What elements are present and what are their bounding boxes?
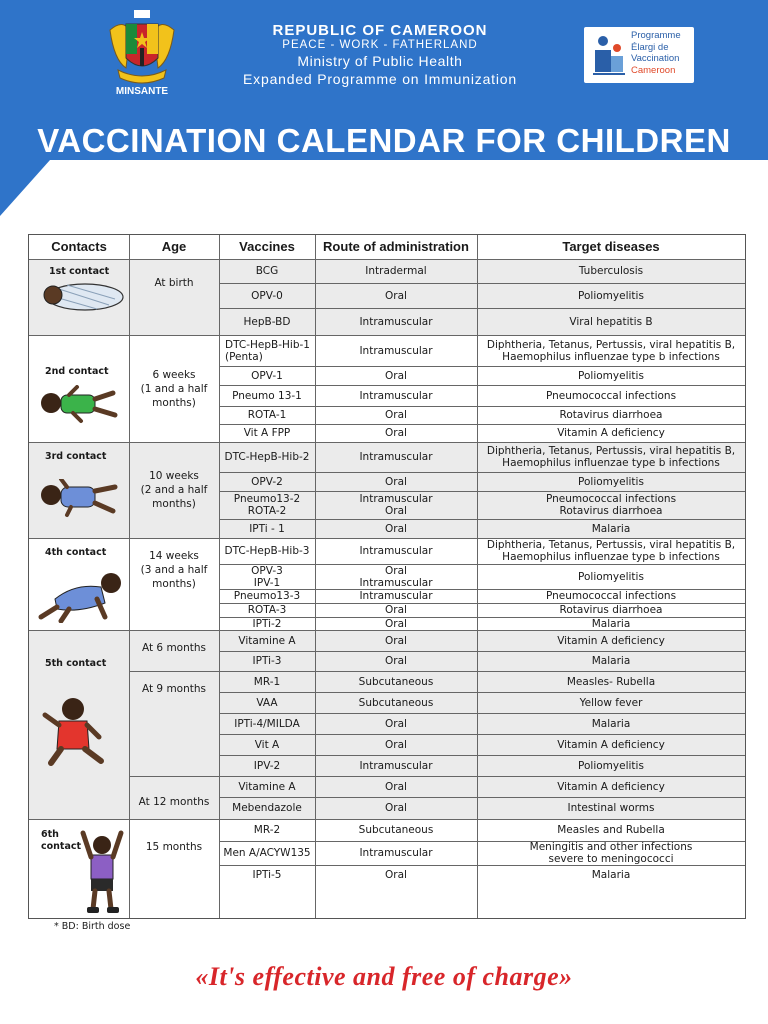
route-cell: Oral bbox=[385, 427, 407, 439]
route-cell: Oral bbox=[385, 617, 407, 630]
vaccine-cell: ROTA-3 bbox=[247, 604, 287, 616]
route-line-2: Intramuscular bbox=[359, 576, 433, 589]
vaccine-cell: Pneumo 13-1 bbox=[232, 389, 302, 402]
col-header-route: Route of administration bbox=[323, 239, 469, 254]
vaccine-line-2: ROTA-2 bbox=[247, 505, 287, 517]
route-cell: Oral bbox=[385, 369, 407, 382]
col-header-age: Age bbox=[161, 239, 187, 254]
disease-cell: Pneumococcal infections bbox=[545, 389, 677, 402]
mother-child-icon bbox=[589, 32, 629, 78]
disease-line-2: Haemophilus influenzae type b infections bbox=[502, 551, 720, 563]
age-15-months: 15 months bbox=[145, 841, 203, 853]
footnote: * BD: Birth dose bbox=[54, 921, 131, 932]
col-header-contacts: Contacts bbox=[51, 239, 107, 254]
vaccine-cell: MR-2 bbox=[253, 824, 281, 836]
disease-cell: Poliomyelitis bbox=[578, 289, 644, 302]
age-6-months: At 6 months bbox=[141, 642, 207, 654]
route-cell bbox=[315, 564, 477, 589]
vaccine-cell: IPTi-3 bbox=[252, 655, 282, 667]
vaccine-line-1: DTC-HepB-Hib-1 bbox=[225, 338, 310, 351]
disease-cell: Malaria bbox=[591, 655, 631, 667]
slogan: «It's effective and free of charge» bbox=[195, 962, 573, 991]
vaccine-cell: Mebendazole bbox=[232, 802, 302, 814]
route-cell: Intramuscular bbox=[359, 590, 433, 602]
route-cell: Oral bbox=[385, 717, 407, 730]
vaccine-cell: IPTi-5 bbox=[252, 869, 282, 881]
col-header-target-diseases: Target diseases bbox=[562, 239, 660, 254]
vaccine-cell: OPV-0 bbox=[251, 289, 283, 302]
age-9-months: At 9 months bbox=[141, 683, 207, 695]
disease-cell: Viral hepatitis B bbox=[569, 315, 653, 328]
disease-line-1: Diphtheria, Tetanus, Pertussis, viral hepatitis B, bbox=[486, 338, 736, 351]
route-cell: Intramuscular bbox=[359, 315, 433, 328]
baby-green-outfit-icon bbox=[37, 385, 123, 425]
route-cell: Oral bbox=[385, 780, 407, 793]
disease-cell: Intestinal worms bbox=[567, 802, 655, 814]
vaccine-line-2: (Penta) bbox=[225, 350, 263, 363]
toddler-standing-icon bbox=[79, 827, 125, 915]
route-cell: Intramuscular bbox=[359, 847, 433, 859]
vaccine-cell: ROTA-1 bbox=[247, 409, 287, 421]
disease-line-2: severe to meningococci bbox=[548, 853, 674, 865]
age-6-weeks-line-2: (1 and a half bbox=[140, 382, 208, 395]
route-cell: Oral bbox=[385, 522, 407, 535]
route-cell: Subcutaneous bbox=[358, 675, 434, 688]
vaccine-cell: OPV-1 bbox=[251, 369, 283, 382]
disease-cell bbox=[477, 841, 745, 865]
vaccine-cell: OPV-2 bbox=[251, 475, 283, 488]
route-cell: Intramuscular bbox=[359, 451, 433, 463]
age-6-weeks bbox=[129, 335, 219, 442]
route-cell bbox=[315, 491, 477, 519]
disease-cell: Vitamin A deficiency bbox=[557, 634, 665, 647]
vaccine-cell: IPTi-2 bbox=[252, 617, 282, 630]
disease-cell: Rotavirus diarrhoea bbox=[559, 409, 663, 421]
age-12-months: At 12 months bbox=[138, 795, 210, 808]
route-cell: Oral bbox=[385, 409, 407, 421]
route-cell: Oral bbox=[385, 655, 407, 667]
route-cell: Intramuscular bbox=[359, 759, 433, 772]
vaccine-line-2: IPV-1 bbox=[253, 576, 281, 589]
disease-cell: Poliomyelitis bbox=[578, 570, 644, 583]
baby-blue-outfit-icon bbox=[37, 479, 123, 519]
age-14-weeks bbox=[129, 538, 219, 602]
age-6-weeks-line-1: 6 weeks bbox=[152, 368, 196, 381]
vaccine-cell: Vitamine A bbox=[238, 780, 296, 793]
minsante-label: MINSANTE bbox=[115, 86, 169, 97]
disease-cell: Pneumococcal infections bbox=[545, 590, 677, 602]
route-cell: Oral bbox=[385, 475, 407, 488]
route-line-2: Oral bbox=[385, 505, 407, 517]
age-10-weeks-line-3: months) bbox=[152, 498, 196, 510]
ministry-name: Ministry of Public Health bbox=[297, 53, 463, 69]
pev-line-2: Élargi de bbox=[631, 41, 669, 53]
route-cell: Oral bbox=[385, 289, 407, 302]
disease-cell bbox=[477, 538, 745, 564]
disease-cell: Rotavirus diarrhoea bbox=[559, 604, 663, 616]
programme-name: Expanded Programme on Immunization bbox=[243, 71, 517, 87]
route-cell: Intramuscular bbox=[359, 389, 433, 402]
route-cell: Oral bbox=[385, 634, 407, 647]
age-14-weeks-line-2: (3 and a half bbox=[140, 564, 208, 576]
contact-5-title: 5th contact bbox=[45, 658, 107, 669]
vaccine-cell: Pneumo13-3 bbox=[233, 590, 301, 602]
baby-sitting-red-outfit-icon bbox=[39, 693, 109, 769]
vaccine-cell bbox=[219, 564, 315, 589]
disease-line-1: Pneumococcal infections bbox=[545, 493, 677, 505]
pev-line-1: Programme bbox=[631, 30, 681, 41]
vaccine-cell bbox=[219, 491, 315, 519]
disease-cell: Malaria bbox=[591, 617, 631, 630]
disease-line-1: Diphtheria, Tetanus, Pertussis, viral hepatitis B, bbox=[486, 539, 736, 551]
pev-logo-text bbox=[631, 30, 693, 76]
pev-cameroon-logo bbox=[584, 27, 694, 83]
vaccine-cell: VAA bbox=[256, 696, 278, 709]
vaccine-cell bbox=[219, 335, 315, 366]
route-cell: Subcutaneous bbox=[358, 824, 434, 836]
disease-line-1: Diphtheria, Tetanus, Pertussis, viral hepatitis B, bbox=[486, 445, 736, 457]
vaccine-line-1: Pneumo13-2 bbox=[233, 493, 301, 505]
route-cell: Subcutaneous bbox=[358, 696, 434, 709]
contact-2-title: 2nd contact bbox=[45, 366, 109, 377]
disease-line-2: Haemophilus influenzae type b infections bbox=[502, 350, 720, 363]
age-at-birth: At birth bbox=[154, 277, 194, 289]
disease-cell bbox=[477, 335, 745, 366]
age-10-weeks-line-1: 10 weeks bbox=[149, 470, 199, 482]
disease-cell: Malaria bbox=[591, 869, 631, 881]
vaccine-line-1: OPV-3 bbox=[251, 564, 283, 577]
disease-line-1: Meningitis and other infections bbox=[529, 841, 693, 853]
vaccine-cell: DTC-HepB-Hib-3 bbox=[224, 545, 310, 557]
disease-line-2: Rotavirus diarrhoea bbox=[559, 505, 663, 517]
vaccine-cell: Men A/ACYW135 bbox=[223, 847, 311, 859]
col-header-vaccines: Vaccines bbox=[239, 239, 295, 254]
disease-cell: Vitamin A deficiency bbox=[557, 427, 665, 439]
disease-cell: Measles and Rubella bbox=[557, 824, 665, 836]
contact-3-title: 3rd contact bbox=[45, 451, 107, 462]
national-motto: PEACE - WORK - FATHERLAND bbox=[282, 39, 478, 51]
vaccine-cell: DTC-HepB-Hib-2 bbox=[224, 451, 310, 463]
age-14-weeks-line-3: months) bbox=[152, 578, 196, 590]
vaccine-cell: IPTi-4/MILDA bbox=[234, 717, 300, 730]
route-cell: Oral bbox=[385, 604, 407, 616]
swaddled-newborn-icon bbox=[39, 279, 125, 313]
route-line-1: Oral bbox=[385, 564, 407, 577]
pev-line-3: Vaccination bbox=[631, 53, 680, 64]
contact-1-title: 1st contact bbox=[49, 266, 110, 277]
route-line-1: Intramuscular bbox=[359, 493, 433, 505]
age-10-weeks bbox=[129, 442, 219, 538]
age-6-weeks-line-3: months) bbox=[152, 396, 196, 409]
disease-cell bbox=[477, 491, 745, 519]
vaccine-cell: Vit A bbox=[254, 738, 280, 751]
route-cell: Intramuscular bbox=[359, 545, 433, 557]
country-name: REPUBLIC OF CAMEROON bbox=[272, 22, 488, 39]
page-title: VACCINATION CALENDAR FOR CHILDREN bbox=[37, 122, 731, 159]
disease-cell: Poliomyelitis bbox=[578, 759, 644, 772]
vaccination-table bbox=[28, 234, 746, 919]
pev-line-4: Cameroon bbox=[631, 64, 676, 76]
vaccine-cell: Vitamine A bbox=[238, 634, 296, 647]
age-10-weeks-line-2: (2 and a half bbox=[140, 484, 208, 496]
disease-cell: Vitamin A deficiency bbox=[557, 780, 665, 793]
disease-cell: Vitamin A deficiency bbox=[557, 738, 665, 751]
vaccine-cell: BCG bbox=[255, 265, 279, 277]
baby-crawling-icon bbox=[35, 569, 127, 623]
disease-cell: Yellow fever bbox=[579, 696, 643, 709]
route-cell: Intramuscular bbox=[359, 344, 433, 357]
vaccine-cell: IPV-2 bbox=[253, 759, 281, 772]
vaccine-cell: IPTi - 1 bbox=[249, 522, 285, 535]
disease-cell: Tuberculosis bbox=[578, 265, 644, 277]
disease-line-2: Haemophilus influenzae type b infections bbox=[502, 457, 720, 469]
route-cell: Oral bbox=[385, 802, 407, 814]
vaccine-cell: Vit A FPP bbox=[243, 427, 291, 439]
disease-cell: Malaria bbox=[591, 717, 631, 730]
age-14-weeks-line-1: 14 weeks bbox=[149, 550, 199, 562]
contact-4-title: 4th contact bbox=[45, 547, 107, 558]
coat-of-arms-logo bbox=[104, 8, 180, 98]
disease-cell: Measles- Rubella bbox=[566, 675, 656, 688]
route-cell: Oral bbox=[385, 869, 407, 881]
vaccine-cell: HepB-BD bbox=[243, 315, 291, 328]
route-cell: Intradermal bbox=[365, 265, 427, 277]
vaccine-cell: MR-1 bbox=[253, 675, 281, 688]
disease-cell: Poliomyelitis bbox=[578, 369, 644, 382]
route-cell: Oral bbox=[385, 738, 407, 751]
contact-6-title: 6th contact bbox=[41, 829, 82, 852]
disease-cell bbox=[477, 442, 745, 472]
disease-cell: Malaria bbox=[591, 522, 631, 535]
disease-cell: Poliomyelitis bbox=[578, 475, 644, 488]
